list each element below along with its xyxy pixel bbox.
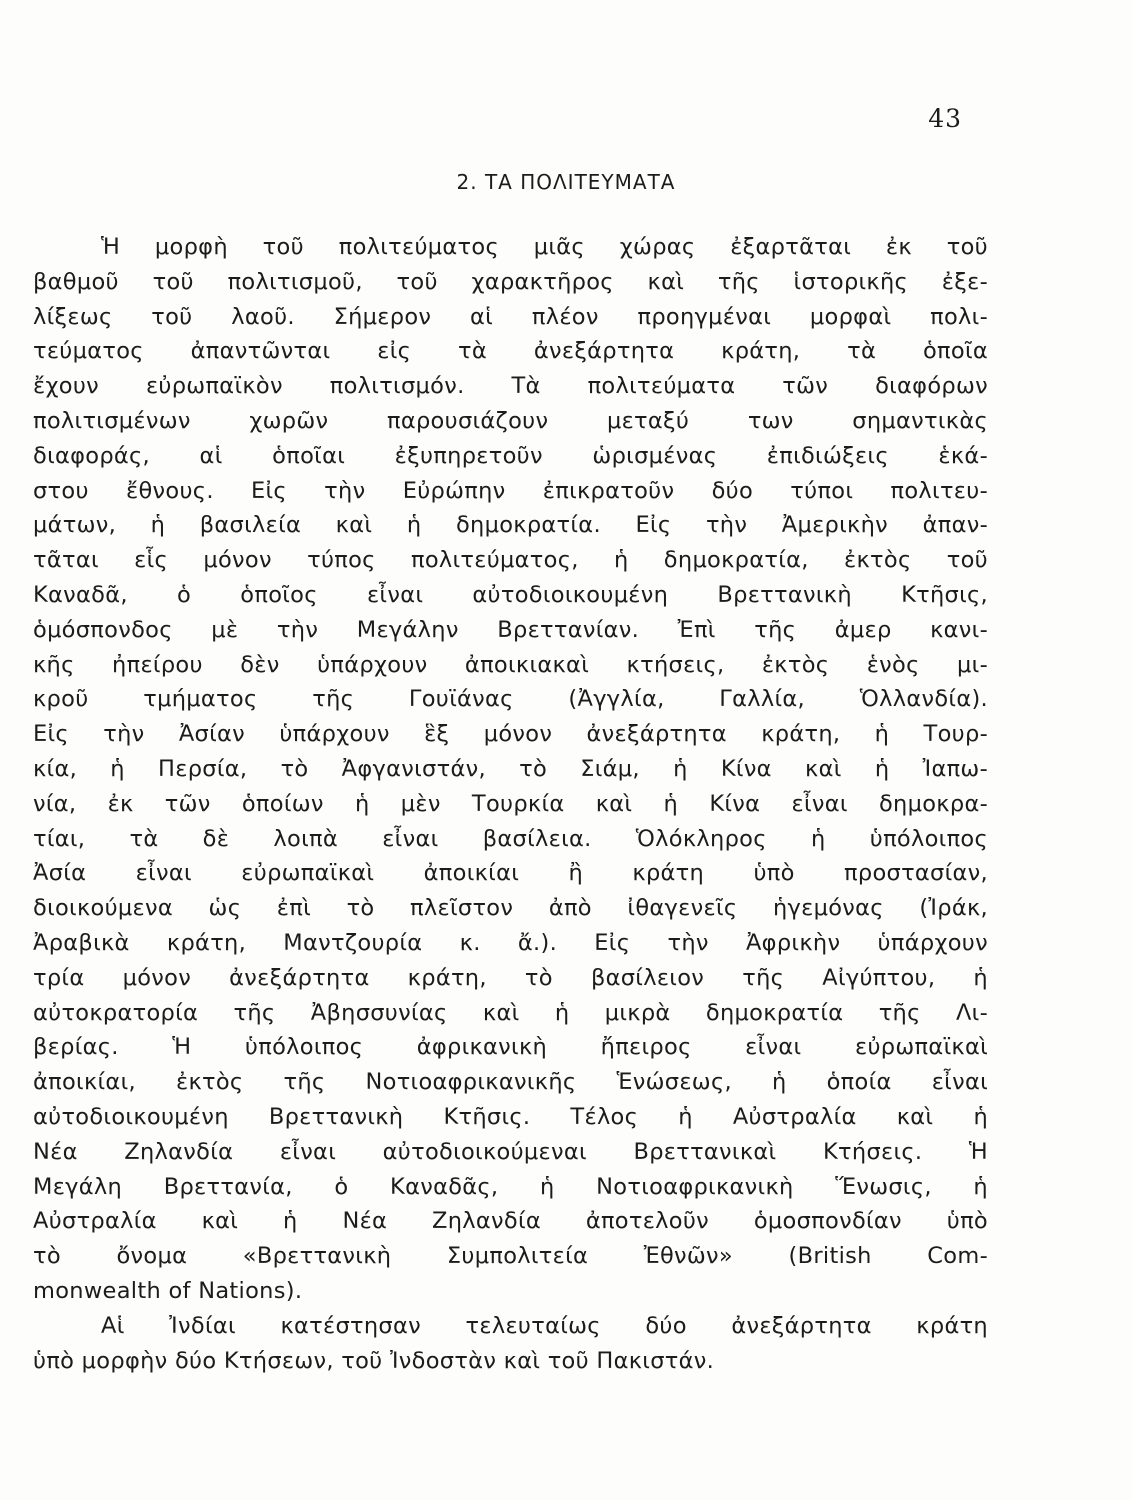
text-line: τίαι, τὰ δὲ λοιπὰ εἶναι βασίλεια. Ὁλόκληρος ἡ ὑπόλοιπος bbox=[33, 825, 988, 852]
text-line: Ἡ μορφὴ τοῦ πολιτεύματος μιᾶς χώρας ἐξαρτᾶται ἐκ τοῦ bbox=[101, 234, 988, 260]
text-line: Ἀσία εἶναι εὐρωπαϊκαὶ ἀποικίαι ἢ κράτη ὑπὸ προστασίαν, bbox=[33, 860, 988, 887]
text-line: κροῦ τμήματος τῆς Γουϊάνας (Ἀγγλία, Γαλλία, Ὁλλανδία). bbox=[33, 686, 988, 713]
text-line: monwealth of Nations). bbox=[33, 1277, 303, 1304]
text-line: νία, ἐκ τῶν ὁποίων ἡ μὲν Τουρκία καὶ ἡ Κίνα εἶναι δημοκρα- bbox=[33, 790, 988, 817]
body-text bbox=[33, 230, 988, 1378]
text-line: Εἰς τὴν Ἀσίαν ὑπάρχουν ἓξ μόνον ἀνεξάρτητα κράτη, ἡ Τουρ- bbox=[33, 721, 988, 748]
text-line: κῆς ἠπείρου δὲν ὑπάρχουν ἀποικιακαὶ κτήσεις, ἐκτὸς ἑνὸς μι- bbox=[33, 651, 988, 678]
text-line: ὑπὸ μορφὴν δύο Κτήσεων, τοῦ Ἰνδοστὰν καὶ τοῦ Πακιστάν. bbox=[33, 1347, 715, 1374]
paragraph-2 bbox=[33, 1309, 988, 1379]
text-line: διαφοράς, αἱ ὁποῖαι ἐξυπηρετοῦν ὡρισμένας ἐπιδιώξεις ἑκά- bbox=[33, 442, 988, 469]
section-heading: 2. ΤΑ ΠΟΛΙΤΕΥΜΑΤΑ bbox=[456, 170, 676, 194]
text-line: μάτων, ἡ βασιλεία καὶ ἡ δημοκρατία. Εἰς τὴν Ἀμερικὴν ἀπαν- bbox=[33, 512, 988, 539]
text-line: ὁμόσπονδος μὲ τὴν Μεγάλην Βρεττανίαν. Ἐπὶ τῆς ἀμερ κανι- bbox=[33, 616, 988, 643]
text-line: Καναδᾶ, ὁ ὁποῖος εἶναι αὐτοδιοικουμένη Βρεττανικὴ Κτῆσις, bbox=[33, 581, 988, 608]
text-line: πολιτισμένων χωρῶν παρουσιάζουν μεταξύ των σημαντικὰς bbox=[33, 407, 988, 434]
text-line: κία, ἡ Περσία, τὸ Ἀφγανιστάν, τὸ Σιάμ, ἡ Κίνα καὶ ἡ Ἰαπω- bbox=[33, 755, 988, 782]
text-line: τᾶται εἷς μόνον τύπος πολιτεύματος, ἡ δημοκρατία, ἐκτὸς τοῦ bbox=[33, 547, 988, 574]
text-line: αὐτοκρατορία τῆς Ἀβησσυνίας καὶ ἡ μικρὰ δημοκρατία τῆς Λι- bbox=[33, 999, 988, 1026]
text-line: αὐτοδιοικουμένη Βρεττανικὴ Κτῆσις. Τέλος ἡ Αὐστραλία καὶ ἡ bbox=[33, 1103, 988, 1130]
text-line: Ἀραβικὰ κράτη, Μαντζουρία κ. ἄ.). Εἰς τὴν Ἀφρικὴν ὑπάρχουν bbox=[33, 929, 988, 956]
text-line: Αὐστραλία καὶ ἡ Νέα Ζηλανδία ἀποτελοῦν ὁμοσπονδίαν ὑπὸ bbox=[33, 1208, 988, 1235]
text-line: τεύματος ἀπαντῶνται εἰς τὰ ἀνεξάρτητα κράτη, τὰ ὁποῖα bbox=[33, 338, 988, 365]
page-number: 43 bbox=[928, 104, 962, 133]
text-line: στου ἔθνους. Εἰς τὴν Εὐρώπην ἐπικρατοῦν δύο τύποι πολιτευ- bbox=[33, 477, 988, 504]
text-line: Αἱ Ἰνδίαι κατέστησαν τελευταίως δύο ἀνεξάρτητα κράτη bbox=[101, 1312, 988, 1339]
text-line: λίξεως τοῦ λαοῦ. Σήμερον αἱ πλέον προηγμέναι μορφαὶ πολι- bbox=[33, 303, 988, 330]
text-line: βερίας. Ἡ ὑπόλοιπος ἀφρικανικὴ ἤπειρος εἶναι εὐρωπαϊκαὶ bbox=[33, 1034, 988, 1061]
text-line: Νέα Ζηλανδία εἶναι αὐτοδιοικούμεναι Βρεττανικαὶ Κτήσεις. Ἡ bbox=[33, 1138, 988, 1165]
text-line: Μεγάλη Βρεττανία, ὁ Καναδᾶς, ἡ Νοτιοαφρικανικὴ Ἕνωσις, ἡ bbox=[33, 1173, 988, 1200]
text-line: βαθμοῦ τοῦ πολιτισμοῦ, τοῦ χαρακτῆρος καὶ τῆς ἱστορικῆς ἐξε- bbox=[33, 268, 988, 295]
text-line: τὸ ὄνομα «Βρεττανικὴ Συμπολιτεία Ἐθνῶν» (British Com- bbox=[33, 1243, 988, 1270]
text-line: τρία μόνον ἀνεξάρτητα κράτη, τὸ βασίλειον τῆς Αἰγύπτου, ἡ bbox=[33, 964, 988, 991]
text-line: ἀποικίαι, ἐκτὸς τῆς Νοτιοαφρικανικῆς Ἑνώσεως, ἡ ὁποία εἶναι bbox=[33, 1069, 988, 1096]
paragraph-1 bbox=[33, 230, 988, 1309]
text-line: ἔχουν εὐρωπαϊκὸν πολιτισμόν. Τὰ πολιτεύματα τῶν διαφόρων bbox=[33, 373, 988, 400]
text-line: διοικούμενα ὡς ἐπὶ τὸ πλεῖστον ἀπὸ ἰθαγενεῖς ἡγεμόνας (Ἰράκ, bbox=[33, 895, 988, 922]
